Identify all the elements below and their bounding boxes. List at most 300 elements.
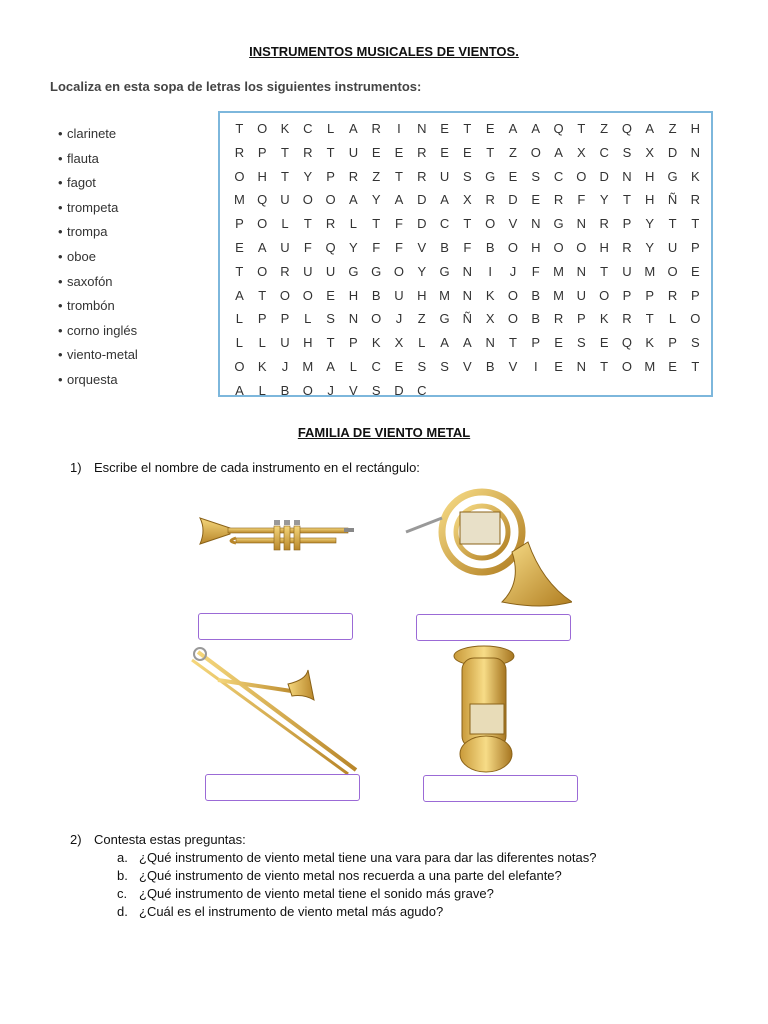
grid-letter[interactable]: T [645, 311, 654, 327]
trumpet-image [196, 508, 356, 558]
grid-letter[interactable]: L [326, 121, 335, 136]
grid-letter[interactable]: T [508, 335, 517, 351]
grid-letter[interactable]: T [372, 216, 381, 232]
instruction-text: Localiza en esta sopa de letras los siguientes instrumentos: [50, 79, 422, 94]
grid-letter[interactable]: F [577, 192, 586, 208]
grid-letter[interactable]: T [235, 263, 244, 279]
trombone-image [188, 640, 360, 776]
grid-letter[interactable]: O [371, 311, 382, 327]
grid-letter[interactable]: A [440, 192, 449, 208]
grid-letter[interactable]: T [600, 358, 609, 374]
grid-letter[interactable]: A [554, 144, 563, 160]
grid-letter[interactable]: Q [621, 335, 632, 351]
grid-letter[interactable]: E [485, 121, 495, 136]
grid-letter[interactable]: Z [668, 121, 677, 136]
grid-letter[interactable]: R [234, 144, 245, 160]
grid-letter[interactable]: T [463, 121, 472, 136]
grid-letter[interactable]: R [553, 192, 564, 208]
word-list-item [58, 249, 138, 274]
bullet-icon: • [58, 273, 63, 289]
grid-letter[interactable]: J [327, 382, 334, 398]
grid-letter[interactable]: E [326, 287, 335, 303]
grid-letter[interactable]: O [507, 287, 519, 303]
grid-letter[interactable]: O [234, 168, 245, 184]
grid-letter[interactable]: N [462, 287, 473, 303]
word-list-label: corno inglés [67, 322, 138, 338]
word-list-item [58, 323, 138, 348]
grid-letter[interactable]: F [303, 239, 312, 255]
grid-letter[interactable]: U [439, 168, 450, 184]
grid-letter[interactable]: O [325, 192, 336, 208]
grid-letter[interactable]: L [668, 311, 677, 327]
word-list-item [58, 151, 138, 176]
sub-question-b [117, 868, 562, 883]
question-1-text: Escribe el nombre de cada instrumento en el rectángulo: [94, 460, 420, 475]
grid-letter[interactable]: R [348, 168, 359, 184]
grid-letter[interactable]: Q [553, 121, 564, 136]
grid-letter[interactable]: T [600, 263, 609, 279]
grid-letter[interactable]: R [303, 144, 313, 160]
grid-letter[interactable]: B [485, 239, 495, 255]
grid-letter[interactable]: M [644, 358, 656, 374]
grid-letter[interactable]: Q [621, 121, 632, 136]
grid-letter[interactable]: U [303, 263, 313, 279]
grid-letter[interactable]: A [326, 358, 335, 374]
grid-letter[interactable]: F [395, 239, 403, 255]
grid-letter[interactable]: B [485, 358, 495, 374]
grid-letter[interactable]: G [553, 216, 564, 232]
sub-question-letter: a. [117, 850, 128, 865]
question-1 [70, 460, 420, 475]
grid-letter[interactable]: N [462, 263, 473, 279]
grid-letter[interactable]: E [235, 239, 244, 255]
grid-letter[interactable]: I [488, 263, 492, 279]
grid-letter[interactable]: P [622, 287, 632, 303]
grid-letter[interactable]: G [348, 263, 359, 279]
grid-letter[interactable]: K [371, 335, 381, 351]
grid-letter[interactable]: K [599, 311, 609, 327]
grid-letter[interactable]: Q [325, 239, 336, 255]
grid-letter[interactable]: O [576, 239, 587, 255]
grid-letter[interactable]: T [691, 358, 700, 374]
word-list-item [58, 347, 138, 372]
grid-letter[interactable]: A [645, 121, 655, 136]
grid-letter[interactable]: E [394, 144, 404, 160]
grid-letter[interactable]: X [394, 335, 404, 351]
grid-letter[interactable]: O [507, 239, 519, 255]
grid-letter[interactable]: R [553, 311, 564, 327]
grid-letter[interactable]: Z [417, 311, 426, 327]
grid-letter[interactable]: U [394, 287, 404, 303]
question-2 [70, 832, 246, 847]
grid-letter[interactable]: E [599, 335, 609, 351]
grid-letter[interactable]: U [280, 192, 290, 208]
grid-letter[interactable]: D [599, 168, 609, 184]
grid-letter[interactable]: U [576, 287, 587, 303]
grid-letter[interactable]: R [485, 192, 495, 208]
grid-letter[interactable]: Y [599, 192, 609, 208]
grid-letter[interactable]: N [531, 216, 541, 232]
grid-letter[interactable]: P [326, 168, 335, 184]
word-list-label: trompa [67, 224, 108, 240]
grid-letter[interactable]: M [439, 287, 450, 303]
grid-letter[interactable]: E [371, 144, 381, 160]
grid-letter[interactable]: C [303, 121, 313, 136]
grid-letter[interactable]: O [257, 216, 268, 232]
grid-letter[interactable]: Y [303, 168, 313, 184]
grid-letter[interactable]: H [531, 239, 541, 255]
grid-letter[interactable]: E [554, 335, 563, 351]
grid-letter[interactable]: N [622, 168, 632, 184]
grid-letter[interactable]: Y [417, 263, 427, 279]
sub-question-text: ¿Qué instrumento de viento metal tiene una vara para dar las diferentes notas? [139, 850, 597, 865]
sub-question-d [117, 904, 443, 919]
grid-letter[interactable]: Z [372, 168, 381, 184]
grid-letter[interactable]: A [508, 121, 518, 136]
grid-letter[interactable]: V [508, 216, 518, 232]
grid-letter[interactable]: O [621, 358, 632, 374]
grid-letter[interactable]: M [553, 287, 564, 303]
grid-letter[interactable]: G [485, 168, 496, 184]
grid-letter[interactable]: P [235, 216, 244, 232]
section-title: FAMILIA DE VIENTO METAL [297, 425, 471, 440]
grid-letter[interactable]: X [645, 144, 655, 160]
grid-letter[interactable]: T [303, 216, 312, 232]
sub-question-c [117, 886, 494, 901]
grid-letter[interactable]: A [349, 192, 358, 208]
grid-letter[interactable]: D [417, 216, 427, 232]
grid-letter[interactable]: R [599, 216, 609, 232]
grid-letter[interactable]: F [372, 239, 381, 255]
grid-letter[interactable]: P [349, 335, 358, 351]
answer-box-trumpet[interactable] [198, 613, 353, 640]
grid-letter[interactable]: I [533, 358, 538, 374]
grid-letter[interactable]: A [257, 239, 267, 255]
grid-letter[interactable]: K [645, 335, 655, 351]
grid-letter[interactable]: Ñ [667, 192, 678, 208]
question-2-text: Contesta estas preguntas: [94, 832, 246, 847]
grid-letter[interactable]: P [531, 335, 541, 351]
grid-letter[interactable]: B [440, 239, 449, 255]
grid-letter[interactable]: Z [600, 121, 609, 136]
grid-letter[interactable]: L [349, 358, 357, 374]
grid-letter[interactable]: G [439, 263, 450, 279]
grid-letter[interactable]: M [302, 358, 314, 374]
grid-letter[interactable]: C [599, 144, 609, 160]
sub-question-text: ¿Qué instrumento de viento metal nos recuerda a una parte del elefante? [139, 868, 562, 883]
word-list-label: trombón [67, 298, 115, 314]
grid-letter[interactable]: R [280, 263, 290, 279]
grid-letter[interactable]: A [440, 335, 449, 351]
grid-letter[interactable]: C [439, 216, 450, 232]
grid-letter[interactable]: G [439, 311, 450, 327]
grid-letter[interactable]: S [622, 144, 632, 160]
grid-letter[interactable]: J [281, 358, 289, 374]
grid-letter[interactable]: A [235, 287, 244, 303]
word-list-item [58, 175, 138, 200]
grid-letter[interactable]: S [326, 311, 335, 327]
grid-letter[interactable]: M [644, 263, 656, 279]
grid-letter[interactable]: F [395, 216, 403, 232]
grid-letter[interactable]: M [233, 192, 245, 208]
grid-letter[interactable]: U [325, 263, 336, 279]
word-list-label: saxofón [67, 273, 113, 289]
grid-letter[interactable]: T [235, 121, 244, 136]
word-list-label: flauta [67, 150, 99, 166]
grid-letter[interactable]: P [257, 311, 267, 327]
grid-letter[interactable]: D [417, 192, 427, 208]
word-list-item [58, 200, 138, 225]
grid-letter[interactable]: U [348, 144, 359, 160]
grid-letter[interactable]: L [258, 382, 266, 398]
grid-letter[interactable]: H [417, 287, 427, 303]
grid-letter[interactable]: E [440, 121, 449, 136]
grid-letter[interactable]: H [257, 168, 267, 184]
grid-letter[interactable]: T [326, 144, 335, 160]
grid-letter[interactable]: A [349, 121, 358, 136]
grid-letter[interactable]: G [371, 263, 382, 279]
grid-letter[interactable]: O [576, 168, 587, 184]
grid-letter[interactable]: S [371, 382, 381, 398]
grid-letter[interactable]: Z [508, 144, 517, 160]
word-list-label: orquesta [67, 371, 118, 387]
grid-letter[interactable]: B [280, 382, 290, 398]
sub-question-letter: d. [117, 904, 128, 919]
grid-letter[interactable]: R [325, 216, 336, 232]
word-list-label: trompeta [67, 199, 119, 215]
grid-letter[interactable]: P [668, 335, 677, 351]
grid-letter[interactable]: O [553, 239, 564, 255]
grid-letter[interactable]: H [645, 192, 655, 208]
grid-letter[interactable]: T [326, 335, 335, 351]
sub-question-text: ¿Cuál es el instrumento de viento metal más agudo? [139, 904, 444, 919]
grid-letter[interactable]: J [395, 311, 403, 327]
grid-letter[interactable]: P [280, 311, 290, 327]
grid-letter[interactable]: A [463, 335, 472, 351]
grid-letter[interactable]: E [554, 358, 563, 374]
grid-letter[interactable]: N [417, 121, 427, 136]
word-list [58, 126, 138, 397]
grid-letter[interactable]: S [463, 168, 472, 184]
grid-letter[interactable]: H [303, 335, 313, 351]
grid-letter[interactable]: R [371, 121, 381, 136]
bullet-icon: • [58, 224, 63, 240]
grid-letter[interactable]: T [258, 287, 267, 303]
grid-letter[interactable]: O [257, 121, 268, 136]
grid-letter[interactable]: E [531, 192, 541, 208]
grid-letter[interactable]: F [463, 239, 472, 255]
grid-letter[interactable]: E [668, 358, 677, 374]
grid-letter[interactable]: A [235, 382, 244, 398]
grid-letter[interactable]: O [302, 192, 313, 208]
grid-letter[interactable]: T [668, 216, 677, 232]
grid-letter[interactable]: U [622, 263, 632, 279]
grid-letter[interactable]: B [531, 287, 541, 303]
grid-letter[interactable]: P [645, 287, 655, 303]
grid-letter[interactable]: U [280, 239, 290, 255]
answer-box-tuba[interactable] [423, 775, 578, 802]
grid-letter[interactable]: V [463, 358, 472, 374]
bullet-icon: • [58, 248, 63, 264]
grid-letter[interactable]: O [393, 263, 405, 279]
grid-letter[interactable]: E [394, 358, 404, 374]
grid-letter[interactable]: D [394, 382, 404, 398]
grid-letter[interactable]: G [667, 168, 678, 184]
bullet-icon: • [58, 175, 63, 191]
bullet-icon: • [58, 322, 63, 338]
grid-letter[interactable]: R [667, 287, 678, 303]
grid-letter[interactable]: E [508, 168, 518, 184]
word-list-item [58, 126, 138, 151]
word-list-item [58, 274, 138, 299]
word-list-item [58, 298, 138, 323]
grid-letter[interactable]: U [280, 335, 290, 351]
word-list-item [58, 224, 138, 249]
grid-letter[interactable]: P [257, 144, 267, 160]
grid-letter[interactable]: O [257, 263, 268, 279]
grid-letter[interactable]: A [531, 121, 541, 136]
grid-letter[interactable]: H [645, 168, 655, 184]
grid-letter[interactable]: R [417, 144, 427, 160]
grid-letter[interactable]: L [349, 216, 357, 232]
grid-letter[interactable]: T [577, 121, 586, 136]
grid-letter[interactable]: R [417, 168, 427, 184]
grid-letter[interactable]: P [691, 239, 700, 255]
sub-question-text: ¿Qué instrumento de viento metal tiene el sonido más grave? [139, 886, 494, 901]
grid-letter[interactable]: C [371, 358, 381, 374]
grid-letter[interactable]: L [235, 335, 244, 351]
grid-letter[interactable]: L [418, 335, 426, 351]
grid-letter[interactable]: O [279, 287, 291, 303]
grid-letter[interactable]: O [690, 311, 701, 327]
sub-question-letter: c. [117, 886, 128, 901]
question-1-number: 1) [70, 460, 82, 475]
grid-letter[interactable]: T [281, 168, 289, 184]
grid-letter[interactable]: Q [257, 192, 268, 208]
grid-letter[interactable]: E [691, 263, 700, 279]
grid-letter[interactable]: E [440, 144, 449, 160]
grid-letter[interactable]: X [485, 311, 495, 327]
grid-letter[interactable]: U [667, 239, 678, 255]
grid-letter[interactable]: O [530, 144, 541, 160]
grid-letter[interactable]: P [622, 216, 632, 232]
grid-letter[interactable]: T [691, 216, 700, 232]
grid-letter[interactable]: O [302, 382, 313, 398]
grid-letter[interactable]: S [577, 335, 586, 351]
grid-letter[interactable]: J [509, 263, 517, 279]
grid-letter[interactable]: C [553, 168, 564, 184]
grid-letter[interactable]: A [394, 192, 404, 208]
word-list-label: viento-metal [67, 347, 138, 363]
bullet-icon: • [58, 371, 63, 387]
grid-letter[interactable]: E [463, 144, 472, 160]
grid-letter[interactable]: O [485, 216, 496, 232]
grid-letter[interactable]: L [235, 311, 244, 327]
grid-letter[interactable]: T [463, 216, 472, 232]
grid-letter[interactable]: O [234, 358, 245, 374]
word-list-label: fagot [67, 175, 96, 191]
bullet-icon: • [58, 150, 63, 166]
grid-letter[interactable]: K [257, 358, 267, 374]
answer-box-french-horn[interactable] [416, 614, 571, 641]
grid-letter[interactable]: P [577, 311, 586, 327]
grid-letter[interactable]: Y [349, 239, 358, 255]
grid-letter[interactable]: X [577, 144, 586, 160]
grid-letter[interactable]: T [281, 144, 289, 160]
grid-letter[interactable]: H [348, 287, 359, 303]
grid-letter[interactable]: L [304, 311, 312, 327]
grid-letter[interactable]: L [258, 335, 266, 351]
word-list-label: oboe [67, 248, 96, 264]
page-title: INSTRUMENTOS MUSICALES DE VIENTOS. [249, 44, 519, 59]
grid-letter[interactable]: C [417, 382, 427, 398]
grid-letter[interactable]: N [576, 216, 587, 232]
bullet-icon: • [58, 126, 63, 141]
grid-letter[interactable]: K [280, 121, 290, 136]
grid-letter[interactable]: B [531, 311, 541, 327]
grid-letter[interactable]: X [463, 192, 472, 208]
grid-letter[interactable]: Y [645, 239, 655, 255]
sub-question-letter: b. [117, 868, 128, 883]
grid-letter[interactable]: P [691, 287, 700, 303]
grid-letter[interactable]: O [507, 311, 519, 327]
grid-letter[interactable]: Y [371, 192, 381, 208]
grid-letter[interactable]: N [576, 263, 587, 279]
grid-letter[interactable]: S [417, 358, 427, 374]
grid-letter[interactable]: N [348, 311, 359, 327]
tuba-image [440, 644, 536, 776]
grid-letter[interactable]: N [690, 144, 701, 160]
grid-letter[interactable]: K [691, 168, 700, 184]
grid-letter[interactable]: O [599, 287, 610, 303]
grid-letter[interactable]: R [622, 239, 632, 255]
grid-letter[interactable]: H [690, 121, 701, 136]
grid-letter[interactable]: Ñ [462, 311, 473, 327]
grid-letter[interactable]: R [622, 311, 632, 327]
bullet-icon: • [58, 347, 63, 363]
grid-letter[interactable]: S [440, 358, 449, 374]
grid-letter[interactable]: V [417, 239, 427, 255]
grid-letter[interactable]: T [622, 192, 631, 208]
grid-letter[interactable]: S [691, 335, 700, 351]
grid-letter[interactable]: L [281, 216, 289, 232]
grid-letter[interactable]: I [397, 121, 401, 136]
grid-letter[interactable]: Y [645, 216, 655, 232]
grid-letter[interactable]: F [531, 263, 540, 279]
grid-letter[interactable]: O [302, 287, 313, 303]
grid-letter[interactable]: O [667, 263, 678, 279]
grid-letter[interactable]: T [486, 144, 495, 160]
answer-box-trombone[interactable] [205, 774, 360, 801]
grid-letter[interactable]: S [531, 168, 541, 184]
word-list-label: clarinete [67, 126, 117, 141]
grid-letter[interactable]: N [485, 335, 495, 351]
grid-letter[interactable]: T [395, 168, 403, 184]
grid-letter[interactable]: V [508, 358, 518, 374]
grid-letter[interactable]: M [553, 263, 564, 279]
grid-letter[interactable]: R [690, 192, 701, 208]
grid-letter[interactable]: V [349, 382, 358, 398]
grid-letter[interactable]: B [371, 287, 381, 303]
word-search-grid [218, 111, 713, 397]
grid-letter[interactable]: H [599, 239, 609, 255]
bullet-icon: • [58, 199, 63, 215]
french-horn-image [402, 482, 572, 612]
grid-letter[interactable]: K [485, 287, 495, 303]
grid-letter[interactable]: N [576, 358, 587, 374]
grid-letter[interactable]: D [667, 144, 678, 160]
grid-letter[interactable]: D [508, 192, 518, 208]
